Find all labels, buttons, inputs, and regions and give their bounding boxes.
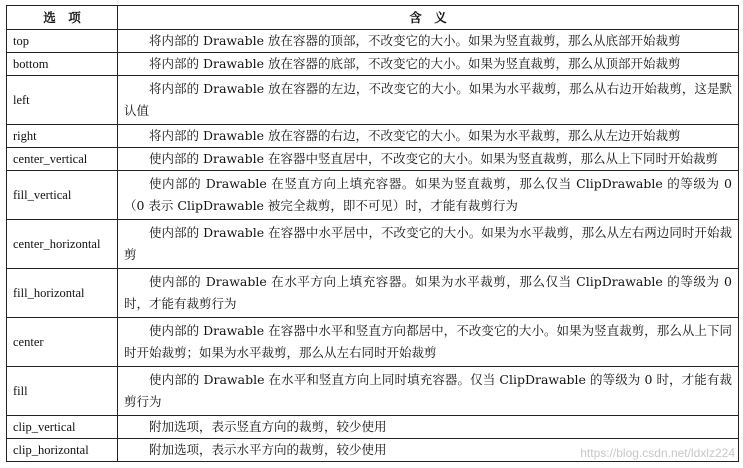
- meaning-cell: 使内部的 Drawable 在容器中水平居中，不改变它的大小。如果为水平裁剪，那么从左右两边同时开始裁剪: [118, 220, 739, 269]
- option-cell: fill_horizontal: [7, 269, 118, 318]
- option-cell: left: [7, 76, 118, 125]
- table-row: [7, 30, 739, 53]
- option-cell: fill_vertical: [7, 171, 118, 220]
- meaning-cell: 附加选项，表示水平方向的裁剪，较少使用: [118, 439, 739, 462]
- option-cell: top: [7, 30, 118, 53]
- option-cell: clip_horizontal: [7, 439, 118, 462]
- option-cell: bottom: [7, 53, 118, 76]
- meaning-cell: 将内部的 Drawable 放在容器的顶部，不改变它的大小。如果为竖直裁剪，那么从底部开始裁剪: [118, 30, 739, 53]
- meaning-cell: 附加选项，表示竖直方向的裁剪，较少使用: [118, 416, 739, 439]
- option-cell: center_vertical: [7, 148, 118, 171]
- meaning-cell: 将内部的 Drawable 放在容器的左边，不改变它的大小。如果为水平裁剪，那么从右边开始裁剪，这是默认值: [118, 76, 739, 125]
- table-row: [7, 76, 739, 125]
- meaning-cell: 使内部的 Drawable 在容器中竖直居中，不改变它的大小。如果为竖直裁剪，那么从上下同时开始裁剪: [118, 148, 739, 171]
- meaning-cell: 将内部的 Drawable 放在容器的右边，不改变它的大小。如果为水平裁剪，那么从左边开始裁剪: [118, 125, 739, 148]
- table-row: [7, 220, 739, 269]
- table-row: [7, 171, 739, 220]
- table-row: [7, 318, 739, 367]
- meaning-cell: 使内部的 Drawable 在容器中水平和竖直方向都居中，不改变它的大小。如果为竖直裁剪，那么从上下同时开始裁剪；如果为水平裁剪，那么从左右同时开始裁剪: [118, 318, 739, 367]
- clip-gravity-table: [6, 5, 739, 462]
- header-meaning: 含 义: [118, 6, 739, 30]
- option-cell: fill: [7, 367, 118, 416]
- table-header-row: [7, 6, 739, 30]
- meaning-cell: 将内部的 Drawable 放在容器的底部，不改变它的大小。如果为竖直裁剪，那么从顶部开始裁剪: [118, 53, 739, 76]
- option-cell: center_horizontal: [7, 220, 118, 269]
- table-row: [7, 125, 739, 148]
- option-cell: center: [7, 318, 118, 367]
- header-option: 选 项: [7, 6, 118, 30]
- table-row: [7, 53, 739, 76]
- option-cell: clip_vertical: [7, 416, 118, 439]
- table-row: [7, 367, 739, 416]
- watermark: https://blog.csdn.net/ldxlz224: [580, 446, 735, 460]
- table-row: [7, 148, 739, 171]
- meaning-cell: 使内部的 Drawable 在水平和竖直方向上同时填充容器。仅当 ClipDrawable 的等级为 0 时，才能有裁剪行为: [118, 367, 739, 416]
- meaning-cell: 使内部的 Drawable 在水平方向上填充容器。如果为水平裁剪，那么仅当 ClipDrawable 的等级为 0 时，才能有裁剪行为: [118, 269, 739, 318]
- table-row: [7, 416, 739, 439]
- option-cell: right: [7, 125, 118, 148]
- table-row: [7, 269, 739, 318]
- meaning-cell: 使内部的 Drawable 在竖直方向上填充容器。如果为竖直裁剪，那么仅当 ClipDrawable 的等级为 0（0 表示 ClipDrawable 被完全裁剪，即不可见）时，才能有裁剪行为: [118, 171, 739, 220]
